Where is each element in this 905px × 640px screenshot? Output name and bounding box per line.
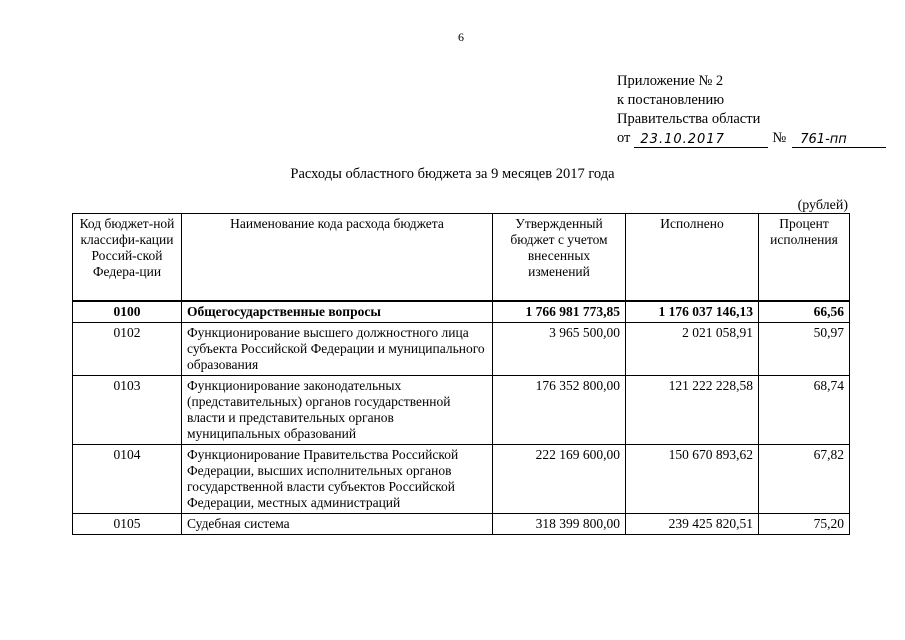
cell-name: Функционирование высшего должностного лица субъекта Российской Федерации и муниципального образования (182, 323, 493, 376)
appendix-line-1: Приложение № 2 (617, 73, 724, 89)
cell-executed: 121 222 228,58 (626, 376, 759, 445)
cell-executed: 150 670 893,62 (626, 445, 759, 514)
cell-approved: 1 766 981 773,85 (493, 301, 626, 323)
cell-name: Функционирование законодательных (представительных) органов государственной власти и представительных органов муниципальных образований (182, 376, 493, 445)
cell-approved: 3 965 500,00 (493, 323, 626, 376)
cell-approved: 176 352 800,00 (493, 376, 626, 445)
header-percent: Процент исполнения (759, 214, 850, 302)
table-row (73, 376, 850, 445)
cell-executed: 2 021 058,91 (626, 323, 759, 376)
table-row (73, 514, 850, 535)
header-code: Код бюджет-ной классифи-кации Россий-ской Федера-ции (73, 214, 182, 302)
header-name: Наименование кода расхода бюджета (182, 214, 493, 302)
cell-executed: 239 425 820,51 (626, 514, 759, 535)
cell-percent: 67,82 (759, 445, 850, 514)
appendix-line-3: Правительства области (617, 111, 761, 127)
date-prefix: от (617, 130, 631, 146)
table-row (73, 301, 850, 323)
handwritten-number: 761-пп (792, 132, 886, 148)
units-label: (рублей) (797, 198, 848, 213)
cell-executed: 1 176 037 146,13 (626, 301, 759, 323)
page-number: 6 (458, 30, 464, 44)
document-title: Расходы областного бюджета за 9 месяцев 2017 года (290, 166, 615, 182)
cell-percent: 68,74 (759, 376, 850, 445)
cell-name: Общегосударственные вопросы (182, 301, 493, 323)
cell-code: 0105 (73, 514, 182, 535)
cell-code: 0103 (73, 376, 182, 445)
cell-code: 0100 (73, 301, 182, 323)
cell-code: 0102 (73, 323, 182, 376)
cell-percent: 66,56 (759, 301, 850, 323)
number-prefix: № (772, 130, 787, 146)
table-row (73, 445, 850, 514)
cell-approved: 318 399 800,00 (493, 514, 626, 535)
handwritten-date: 23.10.2017 (634, 132, 768, 148)
header-executed: Исполнено (626, 214, 759, 302)
cell-name: Функционирование Правительства Российской Федерации, высших исполнительных органов государственной власти субъектов Российской Федерации, местных администраций (182, 445, 493, 514)
cell-code: 0104 (73, 445, 182, 514)
budget-table (72, 213, 850, 535)
cell-percent: 75,20 (759, 514, 850, 535)
cell-name: Судебная система (182, 514, 493, 535)
appendix-line-2: к постановлению (617, 92, 725, 108)
table-row (73, 323, 850, 376)
cell-percent: 50,97 (759, 323, 850, 376)
appendix-date-number-line (617, 129, 886, 148)
header-approved: Утвержденный бюджет с учетом внесенных изменений (493, 214, 626, 302)
table-header-row (73, 214, 850, 302)
cell-approved: 222 169 600,00 (493, 445, 626, 514)
appendix-block (617, 72, 886, 148)
